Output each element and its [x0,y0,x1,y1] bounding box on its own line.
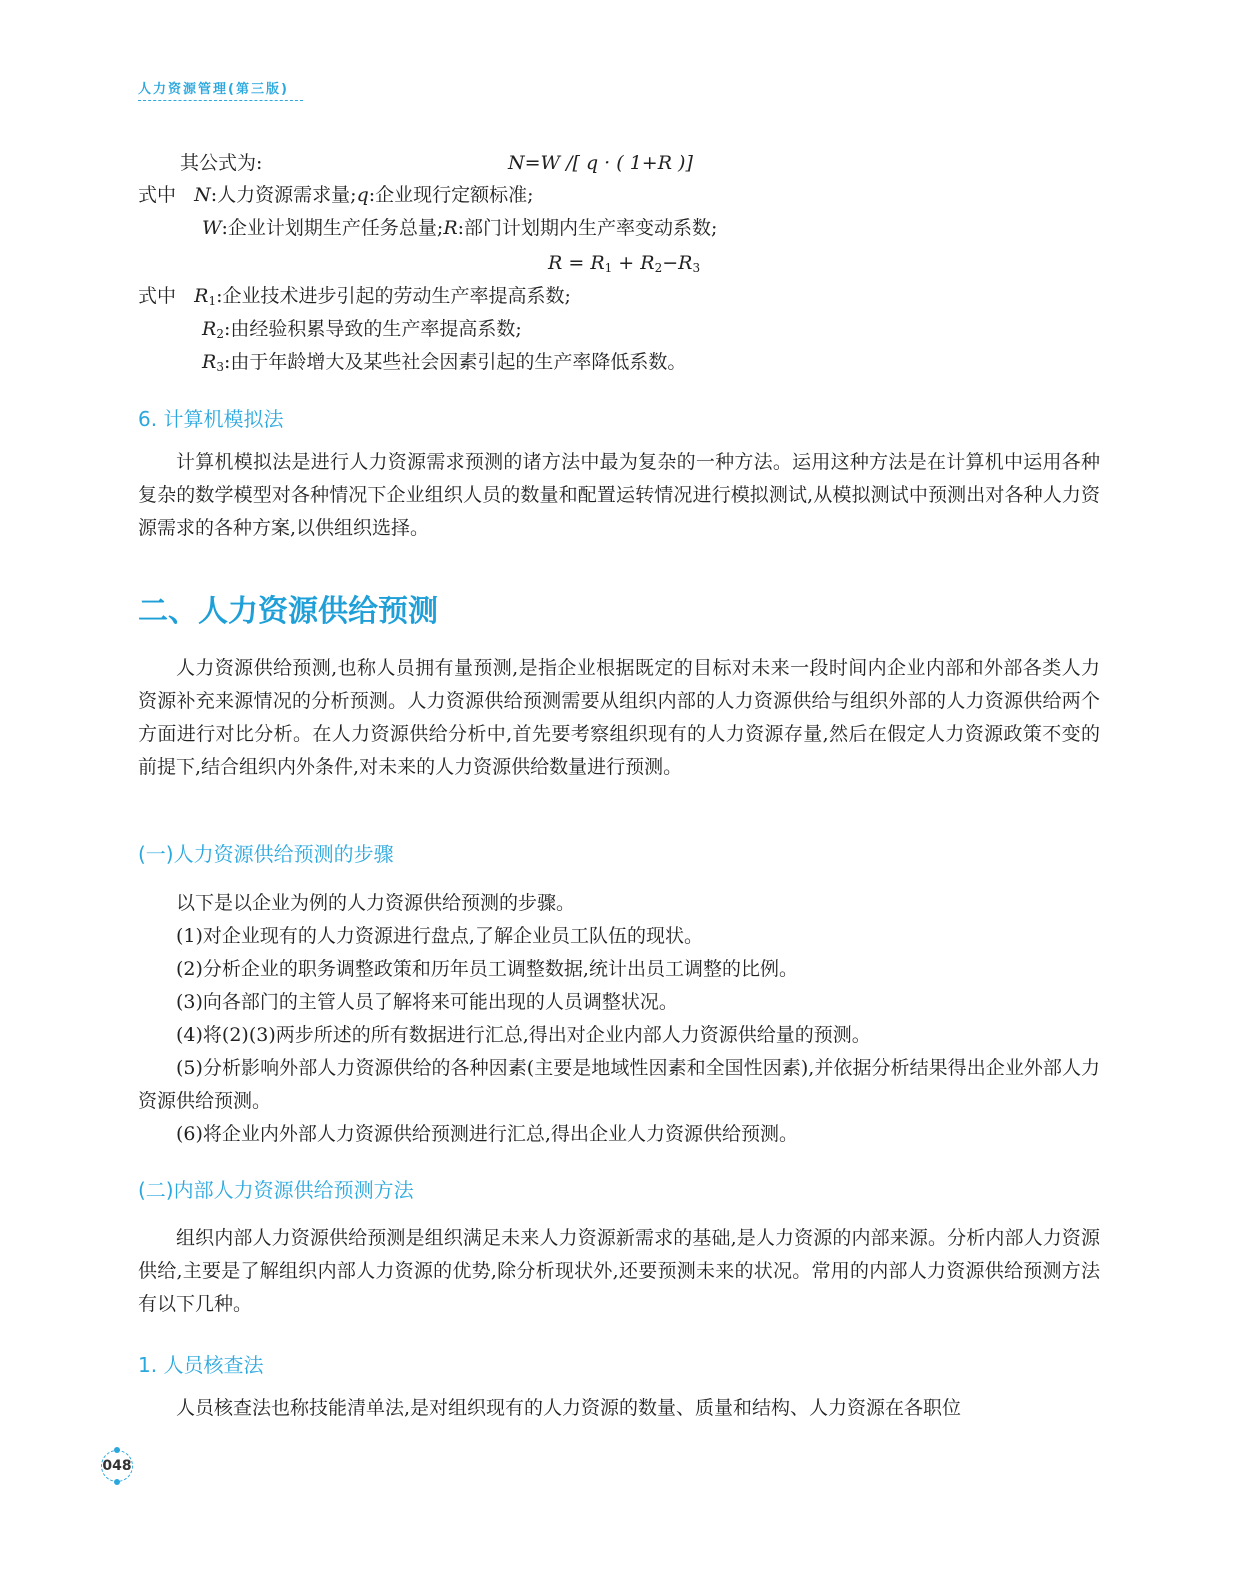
var-w-desc: :企业计划期生产任务总量; [221,217,444,239]
step-item: (4)将(2)(3)两步所述的所有数据进行汇总,得出对企业内部人力资源供给量的预测。 [176,1024,871,1046]
var-n-desc: :人力资源需求量; [210,184,357,206]
step-item: (3)向各部门的主管人员了解将来可能出现的人员调整状况。 [176,991,678,1013]
chapter-intro [138,652,1100,784]
formula-r3-sub: 3 [692,261,701,275]
method-body-personnel-check [138,1392,1100,1425]
var-r: R [443,217,458,239]
paragraph: 人员核查法也称技能清单法,是对组织现有的人力资源的数量、质量和结构、人力资源在各职位 [176,1397,962,1419]
var-q: q [356,184,369,206]
formula-r1-sub: 1 [604,261,613,275]
method-heading-personnel-check: 1. 人员核查法 [138,1353,264,1377]
page-number: 048 [101,1450,133,1482]
legend-line-r3 [202,349,686,380]
var-r2-desc: :由经验积累导致的生产率提高系数; [223,318,522,340]
header-rule [138,100,303,101]
formula-label: 其公式为: [180,152,263,174]
section-heading-computer-simulation: 6. 计算机模拟法 [138,407,284,431]
var-r3-desc: :由于年龄增大及某些社会因素引起的生产率降低系数。 [223,351,687,373]
var-r2: R [202,318,217,340]
formula-plus: + [612,252,641,274]
paragraph: 人力资源供给预测,也称人员拥有量预测,是指企业根据既定的目标对未来一段时间内企业内部和外部各类人力资源补充来源情况的分析预测。人力资源供给预测需要从组织内部的人力资源供给与组织外部的人力资源供给两个方面进行对比分析。在人力资源供给分析中,首先要考察组织现有的人力资源存量,然后在假定人力资源政策不变的前提下,结合组织内外条件,对未来的人力资源供给数量进行预测。 [138,657,1100,778]
var-q-desc: :企业现行定额标准; [368,184,534,206]
step-item: 以下是以企业为例的人力资源供给预测的步骤。 [176,892,576,914]
legend-line-r1 [138,283,571,314]
formula-r2-sub: 2 [654,261,663,275]
paragraph: 组织内部人力资源供给预测是组织满足未来人力资源新需求的基础,是人力资源的内部来源。分析内部人力资源供给,主要是了解组织内部人力资源的优势,除分析现状外,还要预测未来的状况。常用的内部人力资源供给预测方法有以下几种。 [138,1227,1100,1315]
var-r1-desc: :企业技术进步引起的劳动生产率提高系数; [216,285,571,307]
formula-r2: R [640,252,655,274]
formula-r-lhs: R [548,252,563,274]
internal-methods-body [138,1222,1100,1321]
var-r3-sub: 3 [216,360,224,374]
legend-line-r2 [202,316,522,347]
formula-r-eq: = [562,252,591,274]
formula-minus: − [662,252,679,274]
running-header: 人力资源管理(第三版) [138,82,289,97]
formula-r-expression [548,250,700,281]
step-item: (6)将企业内外部人力资源供给预测进行汇总,得出企业人力资源供给预测。 [176,1123,798,1145]
steps-list [138,887,1100,1151]
formula-expression: N=W /[ q · ( 1+R )] [508,152,693,174]
section-body-computer-simulation [138,446,1100,545]
var-r3: R [202,351,217,373]
var-r-desc: :部门计划期内生产率变动系数; [457,217,718,239]
step-item: (5)分析影响外部人力资源供给的各种因素(主要是地域性因素和全国性因素),并依据分析结果得出企业外部人力资源供给预测。 [138,1057,1100,1112]
var-r2-sub: 2 [216,327,224,341]
var-r1: R [194,285,209,307]
legend-line-w-r [202,215,717,241]
step-item: (1)对企业现有的人力资源进行盘点,了解企业员工队伍的现状。 [176,925,703,947]
var-r1-sub: 1 [208,294,217,308]
formula-r1: R [590,252,605,274]
var-n: N [194,184,211,206]
var-w: W [202,217,222,239]
step-item: (2)分析企业的职务调整政策和历年员工调整数据,统计出员工调整的比例。 [176,958,798,980]
chapter-heading-supply-forecast: 二、人力资源供给预测 [138,594,438,629]
formula-r3: R [678,252,693,274]
legend-prefix: 式中 [138,184,177,206]
legend2-prefix: 式中 [138,285,177,307]
subsection-heading-internal-methods: (二)内部人力资源供给预测方法 [138,1178,414,1202]
paragraph: 计算机模拟法是进行人力资源需求预测的诸方法中最为复杂的一种方法。运用这种方法是在计算机中运用各种复杂的数学模型对各种情况下企业组织人员的数量和配置运转情况进行模拟测试,从模拟测试中预测出对各种人力资源需求的各种方案,以供组织选择。 [138,451,1100,539]
subsection-heading-steps: (一)人力资源供给预测的步骤 [138,842,394,866]
legend-line-n-q [138,182,534,208]
